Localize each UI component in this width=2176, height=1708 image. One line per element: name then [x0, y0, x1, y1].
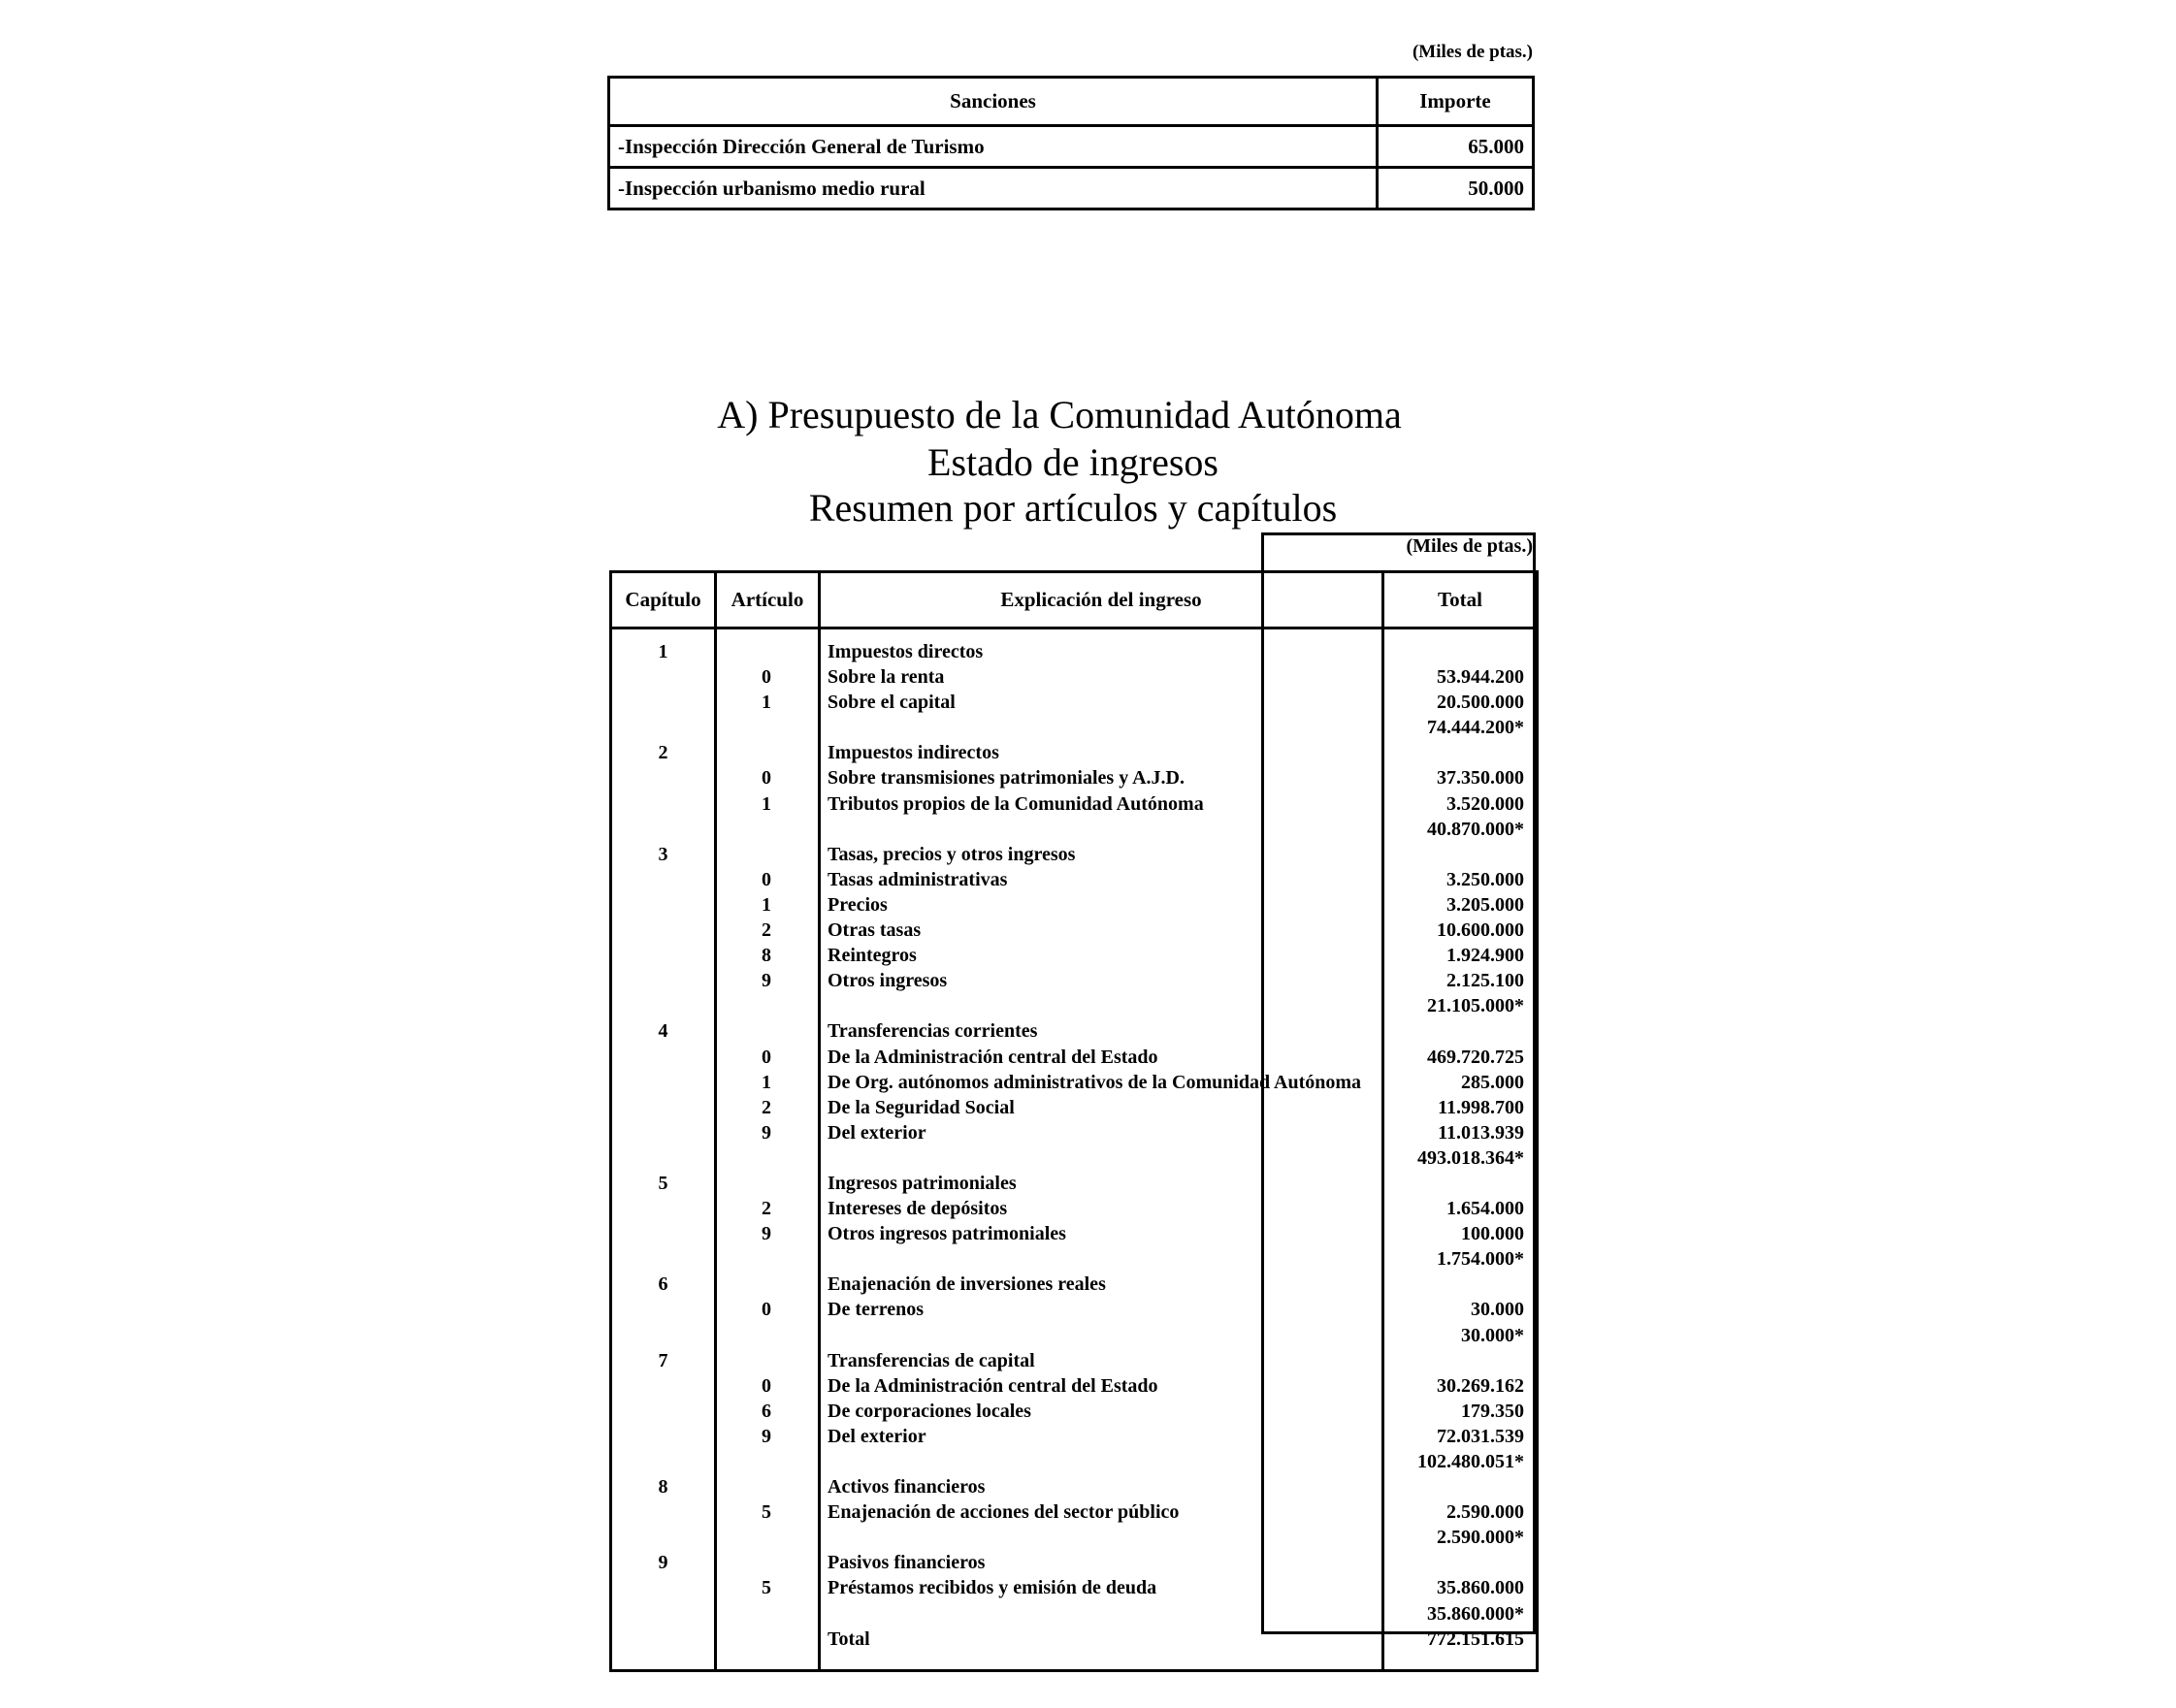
capitulo-cell: 2: [658, 742, 668, 764]
table-row: [612, 740, 1536, 765]
articulo-cell: 1: [762, 792, 771, 815]
capitulo-cell: 3: [658, 843, 668, 865]
explicacion-cell: De corporaciones locales: [828, 1400, 1031, 1422]
articulo-cell: 6: [762, 1400, 771, 1422]
table-row: [612, 1171, 1536, 1196]
table-header-row: [609, 78, 1534, 126]
explicacion-cell: Enajenación de acciones del sector público: [828, 1501, 1180, 1524]
articulo-cell: 0: [762, 1046, 771, 1068]
title-line-3: Resumen por artículos y capítulos: [808, 486, 1338, 530]
header-articulo: Artículo: [731, 588, 804, 611]
explicacion-cell: De la Administración central del Estado: [828, 1374, 1158, 1397]
table-row: [612, 1575, 1536, 1600]
articulo-cell: 0: [762, 767, 771, 790]
table-row: [612, 1221, 1536, 1246]
explicacion-cell: Total: [828, 1627, 870, 1650]
total-cell: 2.590.000: [1446, 1501, 1524, 1524]
explicacion-cell: De la Administración central del Estado: [828, 1046, 1158, 1068]
explicacion-cell: Tributos propios de la Comunidad Autónoma: [828, 792, 1204, 815]
table-row: [612, 993, 1536, 1018]
total-cell: 11.998.700: [1438, 1096, 1524, 1118]
articulo-cell: 2: [762, 1096, 771, 1118]
capitulo-cell: 9: [658, 1552, 668, 1574]
explicacion-cell: Otros ingresos: [828, 970, 948, 992]
total-cell: 35.860.000: [1437, 1577, 1524, 1599]
total-cell: 179.350: [1461, 1400, 1524, 1422]
table-row: [612, 842, 1536, 867]
table-row: [612, 715, 1536, 740]
total-cell: 20.500.000: [1437, 692, 1524, 714]
articulo-cell: 1: [762, 692, 771, 714]
table-row: [612, 918, 1536, 943]
table-row: [612, 1070, 1536, 1095]
explicacion-cell: Tasas administrativas: [828, 868, 1008, 890]
explicacion-cell: De terrenos: [828, 1299, 925, 1321]
table-row: [612, 1474, 1536, 1499]
table-row: [612, 1449, 1536, 1474]
table-row: [612, 1499, 1536, 1525]
explicacion-cell: Precios: [828, 893, 888, 916]
table-row: [612, 1272, 1536, 1297]
table-row: [609, 168, 1534, 209]
explicacion-cell: Otras tasas: [828, 919, 922, 942]
total-cell: 3.520.000: [1446, 792, 1524, 815]
sanciones-table: [607, 76, 1535, 210]
explicacion-cell: Enajenación de inversiones reales: [828, 1273, 1106, 1296]
header-capitulo: Capítulo: [625, 588, 701, 611]
sancion-concept: -Inspección urbanismo medio rural: [609, 168, 1378, 209]
table-row: [612, 1373, 1536, 1399]
explicacion-cell: De la Seguridad Social: [828, 1096, 1015, 1118]
table-row: [612, 892, 1536, 918]
total-cell: 2.125.100: [1446, 970, 1524, 992]
total-cell: 30.000: [1471, 1299, 1524, 1321]
total-cell: 1.924.900: [1446, 945, 1524, 967]
total-cell: 11.013.939: [1438, 1121, 1524, 1144]
explicacion-cell: Sobre la renta: [828, 666, 945, 689]
sanciones-units: (Miles de ptas.): [1412, 42, 1533, 62]
explicacion-cell: Del exterior: [828, 1425, 926, 1447]
total-cell: 53.944.200: [1437, 666, 1524, 689]
table-row: [612, 817, 1536, 842]
sancion-amount: 50.000: [1378, 168, 1534, 209]
explicacion-cell: Sobre transmisiones patrimoniales y A.J.D.: [828, 767, 1185, 790]
table-row: [612, 968, 1536, 993]
articulo-cell: 9: [762, 1121, 771, 1144]
capitulo-cell: 6: [658, 1273, 668, 1296]
total-cell: 30.000*: [1461, 1324, 1524, 1346]
table-row: [612, 867, 1536, 892]
capitulo-cell: 5: [658, 1172, 668, 1194]
table-row: [612, 1627, 1536, 1652]
explicacion-cell: Transferencias de capital: [828, 1349, 1035, 1371]
capitulo-cell: 4: [658, 1020, 668, 1043]
articulo-cell: 9: [762, 970, 771, 992]
articulo-cell: 8: [762, 945, 771, 967]
explicacion-cell: Ingresos patrimoniales: [828, 1172, 1017, 1194]
table-row: [612, 1399, 1536, 1424]
articulo-cell: 1: [762, 1071, 771, 1093]
total-cell: 3.205.000: [1446, 893, 1524, 916]
explicacion-cell: Del exterior: [828, 1121, 926, 1144]
total-cell: 102.480.051*: [1417, 1451, 1524, 1472]
total-cell: 2.590.000*: [1437, 1527, 1524, 1549]
table-row: [612, 1297, 1536, 1322]
total-cell: 40.870.000*: [1427, 818, 1524, 840]
main-table-units: (Miles de ptas.): [1261, 532, 1536, 1634]
articulo-cell: 0: [762, 1299, 771, 1321]
total-cell: 469.720.725: [1427, 1046, 1524, 1068]
explicacion-cell: Intereses de depósitos: [828, 1198, 1008, 1220]
table-row: [612, 1246, 1536, 1272]
table-row: [612, 1145, 1536, 1171]
capitulo-cell: 1: [658, 641, 668, 662]
articulo-cell: 2: [762, 919, 771, 942]
explicacion-cell: Préstamos recibidos y emisión de deuda: [828, 1577, 1157, 1599]
table-row: [612, 1045, 1536, 1070]
total-cell: 37.350.000: [1437, 767, 1524, 790]
capitulo-cell: 8: [658, 1476, 668, 1499]
sancion-concept: -Inspección Dirección General de Turismo: [609, 126, 1378, 168]
explicacion-cell: Activos financieros: [828, 1476, 986, 1499]
table-row: [612, 791, 1536, 817]
explicacion-cell: Impuestos directos: [828, 641, 984, 662]
articulo-cell: 5: [762, 1577, 771, 1599]
table-row: [612, 1120, 1536, 1145]
explicacion-cell: Sobre el capital: [828, 692, 956, 714]
explicacion-cell: Pasivos financieros: [828, 1552, 986, 1574]
table-row: [612, 765, 1536, 790]
table-row: [612, 690, 1536, 715]
title-line-1: A) Presupuesto de la Comunidad Autónoma: [717, 393, 1402, 436]
explicacion-cell: De Org. autónomos administrativos de la Comunidad Autónoma: [828, 1071, 1362, 1093]
table-row: [612, 639, 1536, 664]
total-cell: 3.250.000: [1446, 868, 1524, 890]
total-cell: 100.000: [1461, 1223, 1524, 1245]
header-total: Total: [1438, 588, 1482, 611]
table-row: [612, 943, 1536, 968]
explicacion-cell: Tasas, precios y otros ingresos: [828, 843, 1076, 865]
header-explicacion: Explicación del ingreso: [1000, 588, 1202, 611]
table-row: [612, 1550, 1536, 1575]
table-row: [612, 1018, 1536, 1044]
total-cell: 74.444.200*: [1427, 717, 1524, 739]
table-row: [612, 1601, 1536, 1627]
table-row: [612, 1095, 1536, 1120]
table-row: [612, 1323, 1536, 1348]
table-row: [612, 1196, 1536, 1221]
capitulo-cell: 7: [658, 1349, 668, 1371]
total-cell: 1.754.000*: [1437, 1248, 1524, 1271]
table-row: [612, 1525, 1536, 1550]
articulo-cell: 1: [762, 893, 771, 916]
articulo-cell: 0: [762, 868, 771, 890]
header-sanciones: Sanciones: [609, 78, 1378, 126]
table-row: [609, 126, 1534, 168]
table-row: [612, 664, 1536, 690]
title-line-2: Estado de ingresos: [927, 440, 1218, 484]
total-cell: 35.860.000*: [1427, 1602, 1524, 1625]
articulo-cell: 5: [762, 1501, 771, 1524]
income-summary-table: [609, 570, 1539, 1672]
table-row: [612, 1424, 1536, 1449]
table-header: [612, 573, 1536, 629]
sancion-amount: 65.000: [1378, 126, 1534, 168]
explicacion-cell: Transferencias corrientes: [828, 1020, 1038, 1043]
total-cell: 10.600.000: [1437, 919, 1524, 942]
total-cell: 1.654.000: [1446, 1198, 1524, 1220]
articulo-cell: 0: [762, 1374, 771, 1397]
total-cell: 285.000: [1461, 1071, 1524, 1093]
articulo-cell: 9: [762, 1425, 771, 1447]
explicacion-cell: Otros ingresos patrimoniales: [828, 1223, 1066, 1245]
table-body: [612, 639, 1536, 1652]
total-cell: 30.269.162: [1437, 1374, 1524, 1397]
table-row: [612, 1348, 1536, 1373]
explicacion-cell: Impuestos indirectos: [828, 742, 999, 764]
articulo-cell: 9: [762, 1223, 771, 1245]
total-cell: 21.105.000*: [1427, 995, 1524, 1017]
header-importe: Importe: [1378, 78, 1534, 126]
total-cell: 772.151.615: [1427, 1627, 1524, 1650]
articulo-cell: 0: [762, 666, 771, 689]
total-cell: 493.018.364*: [1417, 1146, 1524, 1169]
total-cell: 72.031.539: [1437, 1425, 1524, 1447]
explicacion-cell: Reintegros: [828, 945, 917, 967]
articulo-cell: 2: [762, 1198, 771, 1220]
